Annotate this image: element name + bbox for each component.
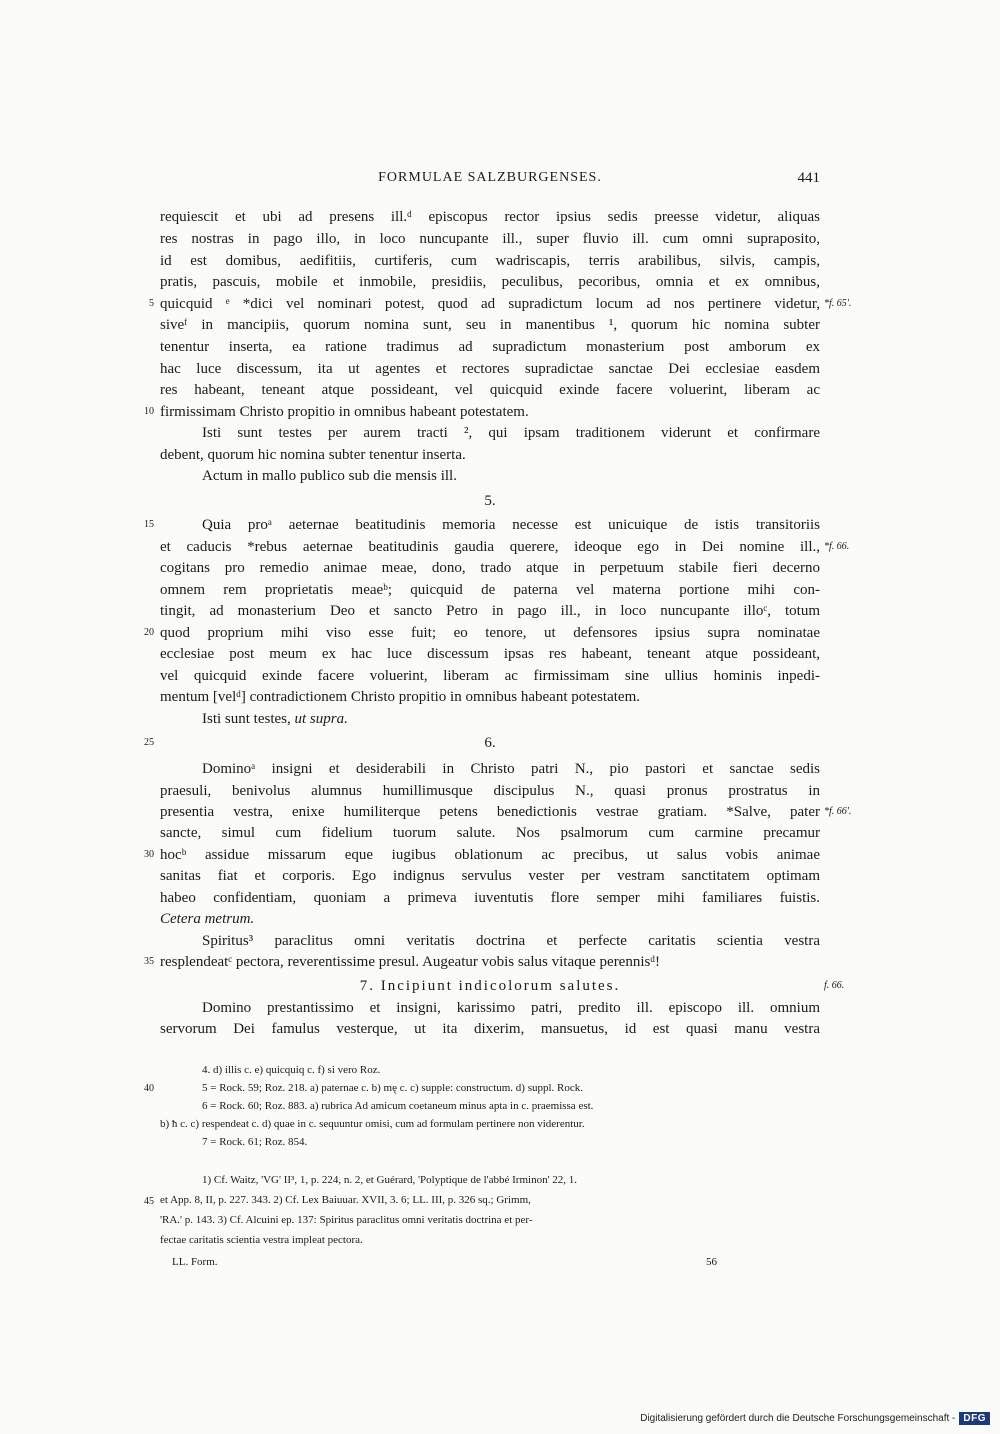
footnote-line: 1) Cf. Waitz, 'VG' II³, 1, p. 224, n. 2, et Guérard, 'Polyptique de l'abbé Irminon' 22, 1. bbox=[202, 1174, 578, 1186]
folio-note: *f. 66'. bbox=[824, 806, 852, 817]
dfg-logo-icon: DFG bbox=[959, 1412, 990, 1425]
margin-line-number: 25 bbox=[144, 737, 154, 748]
section-number: 6. bbox=[484, 735, 496, 751]
text-line: sanitas fiat et corporis. Ego indignus servulus vester per vestram sanctitatem optimam bbox=[160, 868, 820, 884]
text-line: mentum [velᵈ] contradictionem Christo propitio in omnibus habeant potestatem. bbox=[160, 689, 640, 705]
margin-line-number: 45 bbox=[144, 1196, 154, 1207]
text-line: Quia proᵃ aeternae beatitudinis memoria necesse est unicuique de istis transitoriis bbox=[202, 517, 820, 533]
margin-line-number: 35 bbox=[144, 956, 154, 967]
apparatus-line: 7 = Rock. 61; Roz. 854. bbox=[202, 1136, 308, 1148]
text-line: quicquid ᵉ *dici vel nominari potest, quod ad supradictum locum ad nos pertinere videtur, bbox=[160, 296, 820, 312]
text-line: res habeant, teneant atque possideant, vel quicquid exinde facere voluerint, liberam ac bbox=[160, 382, 820, 398]
text-line: tenentur inserta, ea ratione tradimus ad supradictum monasterium post amborum ex bbox=[160, 339, 820, 355]
text-line: debent, quorum hic nomina subter tenentur inserta. bbox=[160, 447, 466, 463]
running-head bbox=[160, 170, 820, 192]
text-line: omnem rem proprietatis meaeᵇ; quicquid de paterna vel materna portione mihi con- bbox=[160, 582, 820, 598]
folio-note: *f. 66. bbox=[824, 541, 850, 552]
apparatus-line: b) ħ c. c) respendeat c. d) quae in c. sequuntur omisi, cum ad formulam pertinere non viderentur. bbox=[160, 1118, 585, 1130]
text-line: Dominoᵃ insigni et desiderabili in Christo patri N., pio pastori et sanctae sedis bbox=[202, 761, 820, 777]
folio-note: f. 66. bbox=[824, 980, 845, 991]
text-line: quod proprium mihi viso esse fuit; eo tenore, ut defensores ipsius supra nominatae bbox=[160, 625, 820, 641]
apparatus-line: 4. d) illis c. e) quicquiq c. f) si vero Roz. bbox=[202, 1064, 381, 1076]
text-line: resplendeatᶜ pectora, reverentissime presul. Augeatur vobis salus vitaque perennisᵈ! bbox=[160, 954, 661, 970]
footnote-line: et App. 8, II, p. 227. 343. 2) Cf. Lex Baiuuar. XVII, 3. 6; LL. III, p. 326 sq.; Grimm, bbox=[160, 1194, 531, 1206]
text-line: Isti sunt testes per aurem tracti ², qui ipsam traditionem viderunt et confirmare bbox=[202, 425, 820, 441]
text-line: tingit, ad monasterium Deo et sancto Petro in pago ill., in loco nuncupante illoᶜ, totum bbox=[160, 603, 820, 619]
closing-italic: ut supra. bbox=[294, 711, 348, 727]
footnote-line: 'RA.' p. 143. 3) Cf. Alcuini ep. 137: Spiritus paraclitus omni veritatis doctrina et per- bbox=[160, 1214, 533, 1226]
text-line: Cetera metrum. bbox=[160, 911, 255, 927]
text-line: hac luce discessum, ita ut agentes et rectores supradictae sanctae Dei ecclesiae easdem bbox=[160, 361, 820, 377]
running-title: FORMULAE SALZBURGENSES. bbox=[378, 170, 602, 185]
text-line: servorum Dei famulus vesterque, ut ita dixerim, mansuetus, id est quasi manu vestra bbox=[160, 1021, 820, 1037]
margin-line-number: 5 bbox=[149, 298, 154, 309]
text-line: vel quicquid exinde facere voluerint, liberam ac firmissimam sine ullius hominis inpedi- bbox=[160, 668, 820, 684]
signature-mark: LL. Form. bbox=[172, 1256, 218, 1268]
text-line: Spiritus³ paraclitus omni veritatis doctrina et perfecte caritatis scientia vestra bbox=[202, 933, 820, 949]
footnote-line: fectae caritatis scientia vestra impleat pectora. bbox=[160, 1234, 363, 1246]
margin-line-number: 10 bbox=[144, 406, 154, 417]
text-line: praesuli, benivolus alumnus humillimusque discipulus N., quasi pronus prostratus in bbox=[160, 783, 820, 799]
text-line: pratis, pascuis, mobile et inmobile, presidiis, peculibus, pecoribus, omnia et ex omnibus, bbox=[160, 274, 820, 290]
footer-text: Digitalisierung gefördert durch die Deutsche Forschungsgemeinschaft - bbox=[640, 1412, 956, 1424]
text-line: res nostras in pago illo, in loco nuncupante ill., super fluvio ill. cum omni supraposito, bbox=[160, 231, 820, 247]
margin-line-number: 30 bbox=[144, 849, 154, 860]
text-line: firmissimam Christo propitio in omnibus habeant potestatem. bbox=[160, 404, 529, 420]
text-line: habeo confidentiam, quoniam a primeva iuventutis flore semper mihi familiares fuistis. bbox=[160, 890, 820, 906]
text-line: presentia vestra, enixe humiliterque petens benedictionis vestrae gratiam. *Salve, pater bbox=[160, 804, 820, 820]
closing-text: Isti sunt testes, bbox=[202, 711, 291, 727]
text-line: id est domibus, aedifitiis, curtiferis, cum wadriscapis, terris arabilibus, silvis, campis, bbox=[160, 253, 820, 269]
text-line: ecclesiae post meum ex hac luce discessum ipsas res habeant, teneant atque possideant, bbox=[160, 646, 820, 662]
text-line: siveᶠ in mancipiis, quorum nomina sunt, seu in manentibus ¹, quorum hic nomina subter bbox=[160, 317, 820, 333]
text-line: Domino prestantissimo et insigni, karissimo patri, predito ill. episcopo ill. omnium bbox=[202, 1000, 820, 1016]
apparatus-line: 5 = Rock. 59; Roz. 218. a) paternae c. b) mę c. c) supple: constructum. d) suppl. Rock. bbox=[202, 1082, 584, 1094]
text-line: Actum in mallo publico sub die mensis ill. bbox=[202, 468, 457, 484]
sheet-number: 56 bbox=[706, 1256, 717, 1268]
margin-line-number: 20 bbox=[144, 627, 154, 638]
margin-line-number: 40 bbox=[144, 1083, 154, 1094]
apparatus-line: 6 = Rock. 60; Roz. 883. a) rubrica Ad amicum coetaneum minus apta in c. praemissa est. bbox=[202, 1100, 594, 1112]
text-line: et caducis *rebus aeternae beatitudinis gaudia querere, ideoque ego in Dei nomine ill., bbox=[160, 539, 820, 555]
text-line bbox=[160, 709, 820, 729]
text-line: requiescit et ubi ad presens ill.ᵈ episcopus rector ipsius sedis preesse videtur, aliquas bbox=[160, 209, 820, 225]
page-number: 441 bbox=[797, 170, 820, 186]
text-line: hocᵇ assidue missarum eque iugibus oblationum ac precibus, ut salus vobis animae bbox=[160, 847, 820, 863]
section-number: 5. bbox=[484, 493, 496, 509]
folio-note: *f. 65'. bbox=[824, 298, 852, 309]
text-line: sancte, simul cum fidelium tuorum salute. Nos psalmorum cum carmine precamur bbox=[160, 825, 820, 841]
digitization-footer bbox=[640, 1408, 990, 1428]
text-line: cogitans pro remedio animae meae, dono, trado atque in perpetuum stabile fieri decerno bbox=[160, 560, 820, 576]
margin-line-number: 15 bbox=[144, 519, 154, 530]
section-heading: 7. Incipiunt indicolorum salutes. bbox=[359, 978, 621, 994]
